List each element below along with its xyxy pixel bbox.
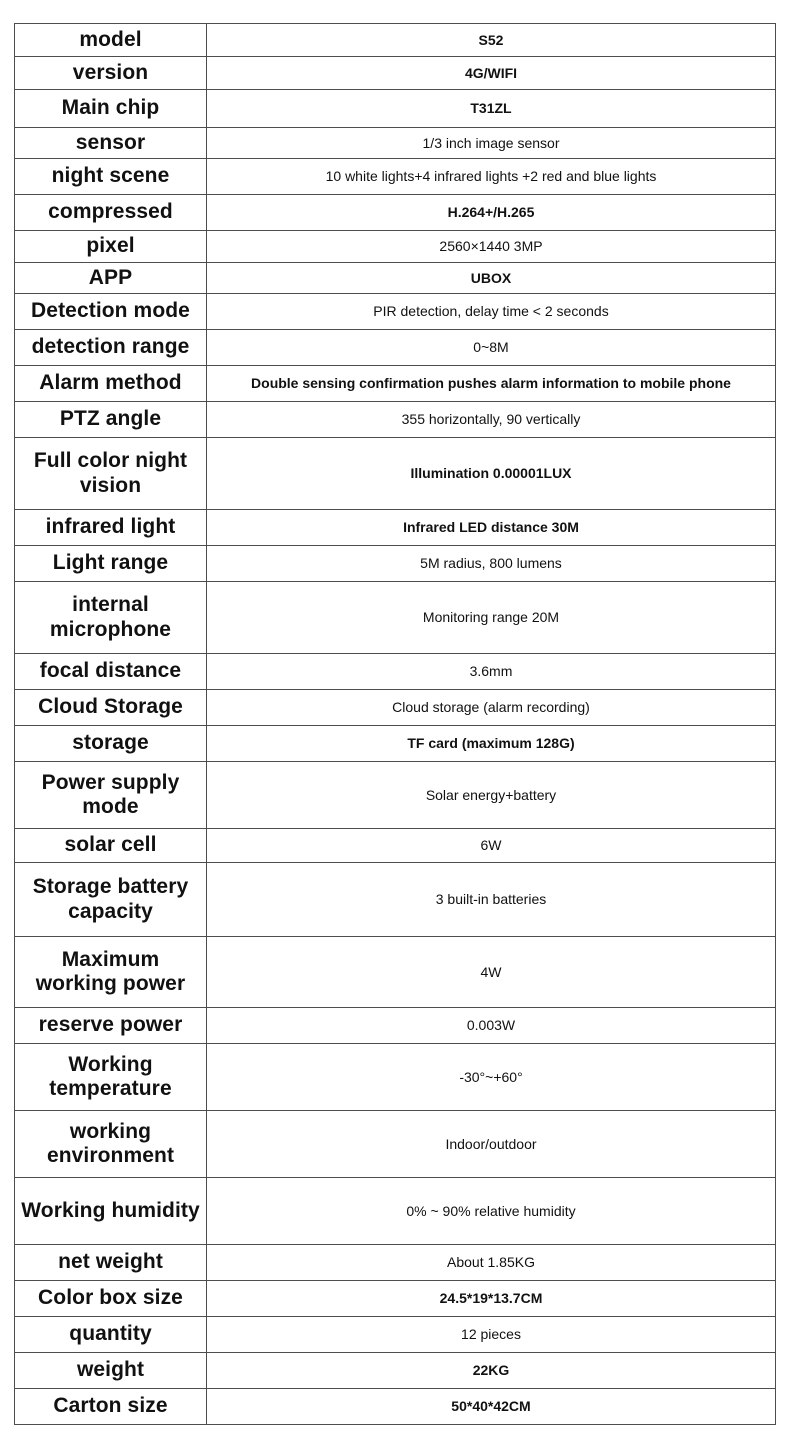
table-row	[15, 159, 776, 195]
spec-label: internal microphone	[15, 582, 207, 654]
table-row	[15, 1111, 776, 1178]
table-row	[15, 726, 776, 762]
table-row	[15, 863, 776, 937]
spec-label: APP	[15, 263, 207, 294]
spec-label: Storage battery capacity	[15, 863, 207, 937]
table-row	[15, 1178, 776, 1245]
spec-label: PTZ angle	[15, 402, 207, 438]
spec-value: 4G/WIFI	[207, 57, 776, 90]
spec-value: Monitoring range 20M	[207, 582, 776, 654]
spec-value: 0~8M	[207, 330, 776, 366]
spec-label: Power supply mode	[15, 762, 207, 829]
spec-value: Cloud storage (alarm recording)	[207, 690, 776, 726]
spec-value: Solar energy+battery	[207, 762, 776, 829]
spec-value: 0% ~ 90% relative humidity	[207, 1178, 776, 1245]
table-row	[15, 1317, 776, 1353]
spec-value: 50*40*42CM	[207, 1389, 776, 1425]
spec-value: UBOX	[207, 263, 776, 294]
table-row	[15, 1044, 776, 1111]
spec-label: Working humidity	[15, 1178, 207, 1245]
spec-value: Illumination 0.00001LUX	[207, 438, 776, 510]
spec-label: Carton size	[15, 1389, 207, 1425]
table-row	[15, 57, 776, 90]
spec-value: About 1.85KG	[207, 1245, 776, 1281]
table-row	[15, 654, 776, 690]
spec-label: Maximum working power	[15, 937, 207, 1008]
table-row	[15, 294, 776, 330]
spec-label: Color box size	[15, 1281, 207, 1317]
spec-value: H.264+/H.265	[207, 195, 776, 231]
table-row	[15, 690, 776, 726]
spec-value: 24.5*19*13.7CM	[207, 1281, 776, 1317]
spec-value: 3.6mm	[207, 654, 776, 690]
spec-table	[14, 23, 776, 1425]
spec-label: night scene	[15, 159, 207, 195]
spec-value: 0.003W	[207, 1008, 776, 1044]
spec-value: Infrared LED distance 30M	[207, 510, 776, 546]
spec-label: Full color night vision	[15, 438, 207, 510]
table-row	[15, 762, 776, 829]
spec-label: focal distance	[15, 654, 207, 690]
table-row	[15, 195, 776, 231]
spec-value: T31ZL	[207, 90, 776, 128]
spec-value: 2560×1440 3MP	[207, 231, 776, 263]
spec-label: compressed	[15, 195, 207, 231]
table-row	[15, 24, 776, 57]
table-row	[15, 402, 776, 438]
table-row	[15, 510, 776, 546]
spec-label: Light range	[15, 546, 207, 582]
table-row	[15, 1245, 776, 1281]
spec-label: Working temperature	[15, 1044, 207, 1111]
table-row	[15, 937, 776, 1008]
table-row	[15, 1353, 776, 1389]
table-row	[15, 829, 776, 863]
spec-value: 10 white lights+4 infrared lights +2 red and blue lights	[207, 159, 776, 195]
spec-label: model	[15, 24, 207, 57]
spec-value: 6W	[207, 829, 776, 863]
spec-value: TF card (maximum 128G)	[207, 726, 776, 762]
spec-value: PIR detection, delay time < 2 seconds	[207, 294, 776, 330]
spec-label: storage	[15, 726, 207, 762]
spec-label: sensor	[15, 128, 207, 159]
spec-value: 12 pieces	[207, 1317, 776, 1353]
spec-value: Double sensing confirmation pushes alarm information to mobile phone	[207, 366, 776, 402]
spec-value: 5M radius, 800 lumens	[207, 546, 776, 582]
table-row	[15, 231, 776, 263]
table-row	[15, 330, 776, 366]
spec-label: Alarm method	[15, 366, 207, 402]
spec-label: pixel	[15, 231, 207, 263]
table-row	[15, 1389, 776, 1425]
table-row	[15, 546, 776, 582]
spec-value: 3 built-in batteries	[207, 863, 776, 937]
spec-value: Indoor/outdoor	[207, 1111, 776, 1178]
spec-label: quantity	[15, 1317, 207, 1353]
spec-label: working environment	[15, 1111, 207, 1178]
table-row	[15, 438, 776, 510]
spec-label: Main chip	[15, 90, 207, 128]
spec-label: version	[15, 57, 207, 90]
spec-label: net weight	[15, 1245, 207, 1281]
spec-label: weight	[15, 1353, 207, 1389]
spec-label: detection range	[15, 330, 207, 366]
spec-value: -30°~+60°	[207, 1044, 776, 1111]
spec-value: 22KG	[207, 1353, 776, 1389]
table-row	[15, 1281, 776, 1317]
table-row	[15, 263, 776, 294]
spec-label: infrared light	[15, 510, 207, 546]
spec-label: solar cell	[15, 829, 207, 863]
table-row	[15, 366, 776, 402]
table-row	[15, 90, 776, 128]
table-row	[15, 1008, 776, 1044]
spec-value: 1/3 inch image sensor	[207, 128, 776, 159]
spec-label: reserve power	[15, 1008, 207, 1044]
table-row	[15, 128, 776, 159]
spec-label: Cloud Storage	[15, 690, 207, 726]
spec-value: 355 horizontally, 90 vertically	[207, 402, 776, 438]
table-row	[15, 582, 776, 654]
spec-label: Detection mode	[15, 294, 207, 330]
spec-value: S52	[207, 24, 776, 57]
spec-value: 4W	[207, 937, 776, 1008]
